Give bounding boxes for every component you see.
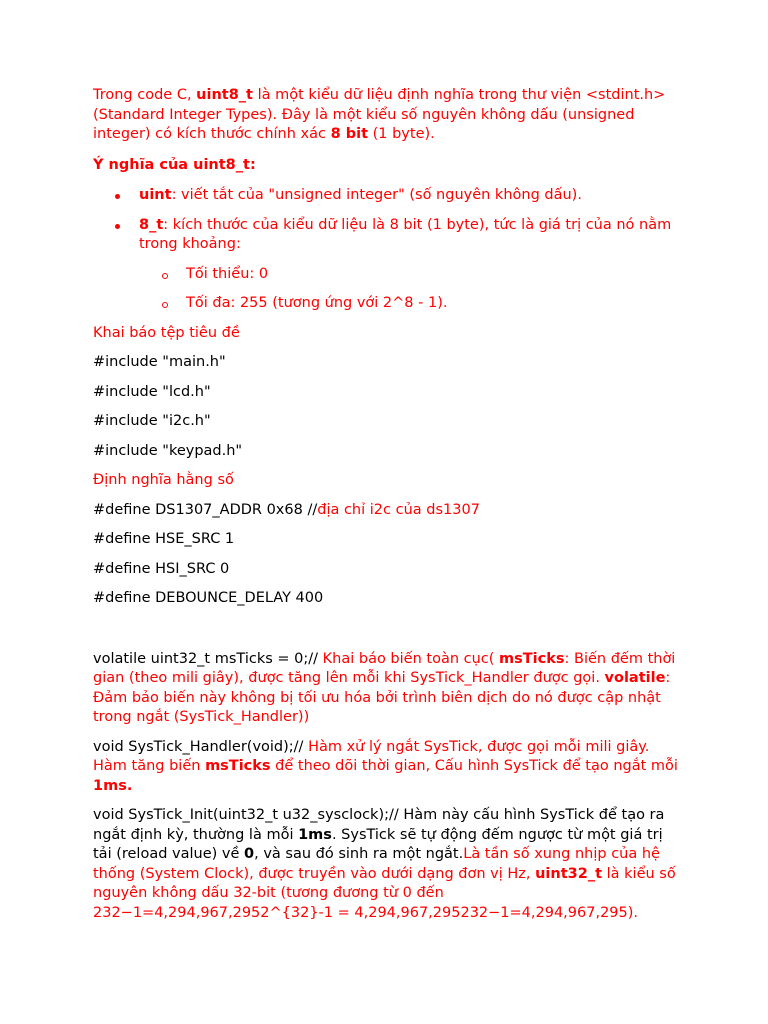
- intro-text: Trong code C,: [93, 87, 197, 103]
- header-section-title: Khai báo tệp tiêu đề: [93, 324, 240, 341]
- include-line: #include "keypad.h": [93, 442, 243, 459]
- t-term: 8_t: [139, 216, 164, 233]
- list-item: [93, 186, 683, 206]
- list-item: [93, 265, 683, 285]
- msticks-term: msTicks: [205, 758, 271, 774]
- one-ms-term: 1ms: [298, 826, 332, 843]
- uint8-term: uint8_t: [196, 87, 253, 103]
- define-line: [93, 501, 683, 521]
- volatile-code: volatile uint32_t msTicks = 0;//: [93, 650, 323, 667]
- bullet-icon: [115, 194, 120, 199]
- circle-bullet-icon: [162, 302, 168, 308]
- include-line: #include "i2c.h": [93, 413, 211, 429]
- list-item: [93, 294, 683, 314]
- init-paragraph: void SysTick_Init(uint32_t u32_sysclock);// Hàm này cấu hình SysTick để tạo ra ngắt định kỳ, thường là mỗi 1ms. SysTick sẽ tự động đếm ngược từ một giá trị tải (reload value) về 0, và sau đó sinh ra một ngắt.Là tần số xung nhịp của hệ thống (System Clock), được truyền vào dưới dạng đơn vị Hz, uint32_t là kiểu số nguyên không dấu 32-bit (tương đương từ 0 đến 232−1=4,294,967,2952^{32}-1 = 4,294,967,295232−1=4,294,967,295).: [93, 807, 676, 921]
- meaning-heading: Ý nghĩa của uint8_t:: [93, 156, 256, 173]
- define-code: #define DS1307_ADDR 0x68 //: [93, 501, 318, 518]
- uint-term: uint: [139, 187, 172, 203]
- define-comment: địa chỉ i2c của ds1307: [317, 501, 480, 518]
- include-line: #include "main.h": [93, 354, 226, 370]
- range-min: Tối thiểu: 0: [186, 265, 269, 282]
- list-item: [93, 216, 683, 255]
- t-description: : kích thước của kiểu dữ liệu là 8 bit (1 byte), tức là giá trị của nó nằm trong khoảng:: [139, 216, 672, 252]
- intro-text: (1 byte).: [368, 126, 435, 142]
- define-line: #define DEBOUNCE_DELAY 400: [93, 590, 324, 606]
- uint-description: : viết tắt của "unsigned integer" (số nguyên không dấu).: [171, 187, 582, 203]
- bullet-icon: [115, 224, 120, 229]
- volatile-paragraph: volatile uint32_t msTicks = 0;// Khai báo biến toàn cục( msTicks: Biến đếm thời gian (theo mili giây), được tăng lên mỗi khi SysTick_Handler được gọi. volatile: Đảm bảo biến này không bị tối ưu hóa bởi trình biên dịch do nó được cập nhật trong ngắt (SysTick_Handler)): [93, 650, 676, 725]
- range-list: [93, 265, 683, 314]
- define-line: #define HSE_SRC 1: [93, 531, 235, 547]
- range-max: Tối đa: 255 (tương ứng với 2^8 - 1).: [186, 295, 448, 311]
- circle-bullet-icon: [162, 273, 168, 279]
- msticks-term: msTicks: [499, 650, 565, 667]
- document-body: [93, 86, 683, 923]
- intro-paragraph: [93, 86, 683, 145]
- volatile-term: volatile: [604, 670, 666, 686]
- handler-paragraph: void SysTick_Handler(void);// Hàm xử lý ngắt SysTick, được gọi mỗi mili giây. Hàm tăng biến msTicks để theo dõi thời gian, Cấu hình SysTick để tạo ngắt mỗi 1ms.: [93, 738, 678, 794]
- uint32-term: uint32_t: [535, 865, 603, 882]
- bit-size: 8 bit: [330, 126, 368, 142]
- intro-text: là một kiểu dữ liệu định nghĩa trong thư viện <stdint.h> (Standard Integer Types). Đây là một kiểu số nguyên không dấu (unsigned integer) có kích thước chính xác: [93, 87, 666, 142]
- meaning-list: [93, 186, 683, 255]
- define-line: #define HSI_SRC 0: [93, 560, 230, 577]
- handler-code: void SysTick_Handler(void);//: [93, 738, 309, 755]
- init-code: void SysTick_Init(uint32_t u32_sysclock);// Hàm này cấu hình SysTick để tạo ra ngắt định kỳ, thường là mỗi: [93, 807, 665, 843]
- include-line: #include "lcd.h": [93, 383, 211, 400]
- const-section-title: Định nghĩa hằng số: [93, 472, 234, 488]
- zero-term: 0: [244, 846, 255, 862]
- one-ms-term: 1ms.: [93, 777, 133, 794]
